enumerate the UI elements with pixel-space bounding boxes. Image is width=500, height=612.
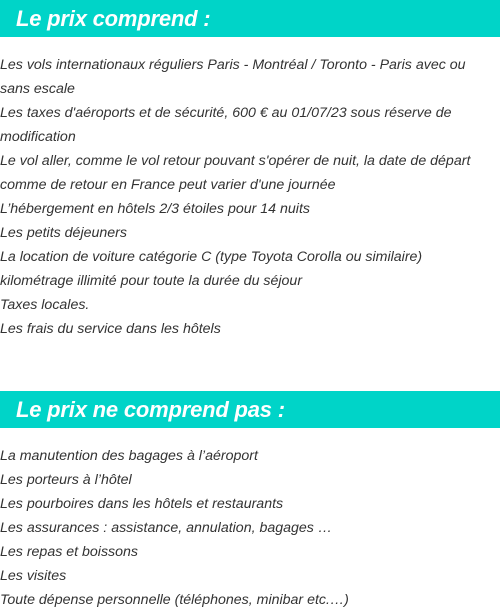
list-item: Les pourboires dans les hôtels et restaurants [0,496,284,512]
list-item: La manutention des bagages à l’aéroport [0,448,258,464]
list-item: Toute dépense personnelle (téléphones, minibar etc.…) [0,592,349,608]
list-item: Les frais du service dans les hôtels [0,321,221,337]
list-item: Taxes locales. [0,297,90,313]
excluded-section-title [0,391,500,428]
excluded-title-text: Le prix ne comprend pas : [16,396,285,422]
included-section-title [0,0,500,37]
list-item: Les assurances : assistance, annulation, bagages … [0,520,333,536]
list-item: Les vols internationaux réguliers Paris - Montréal / Toronto - Paris avec ou sans escale [0,57,466,97]
list-item: Les repas et boissons [0,544,139,560]
excluded-items-list [0,444,498,612]
list-item: Les taxes d'aéroports et de sécurité, 600 € au 01/07/23 sous réserve de modification [0,105,452,145]
list-item: Les visites [0,568,67,584]
list-item: Les porteurs à l’hôtel [0,472,132,488]
list-item: Le vol aller, comme le vol retour pouvant s'opérer de nuit, la date de départ comme de retour en France peut varier d'une journée [0,153,471,193]
list-item: La location de voiture catégorie C (type Toyota Corolla ou similaire) kilométrage illimité pour toute la durée du séjour [0,249,423,289]
list-item: L’hébergement en hôtels 2/3 étoiles pour 14 nuits [0,201,310,217]
list-item: Les petits déjeuners [0,225,127,241]
included-title-text: Le prix comprend : [16,5,211,31]
included-items-list [0,53,498,341]
